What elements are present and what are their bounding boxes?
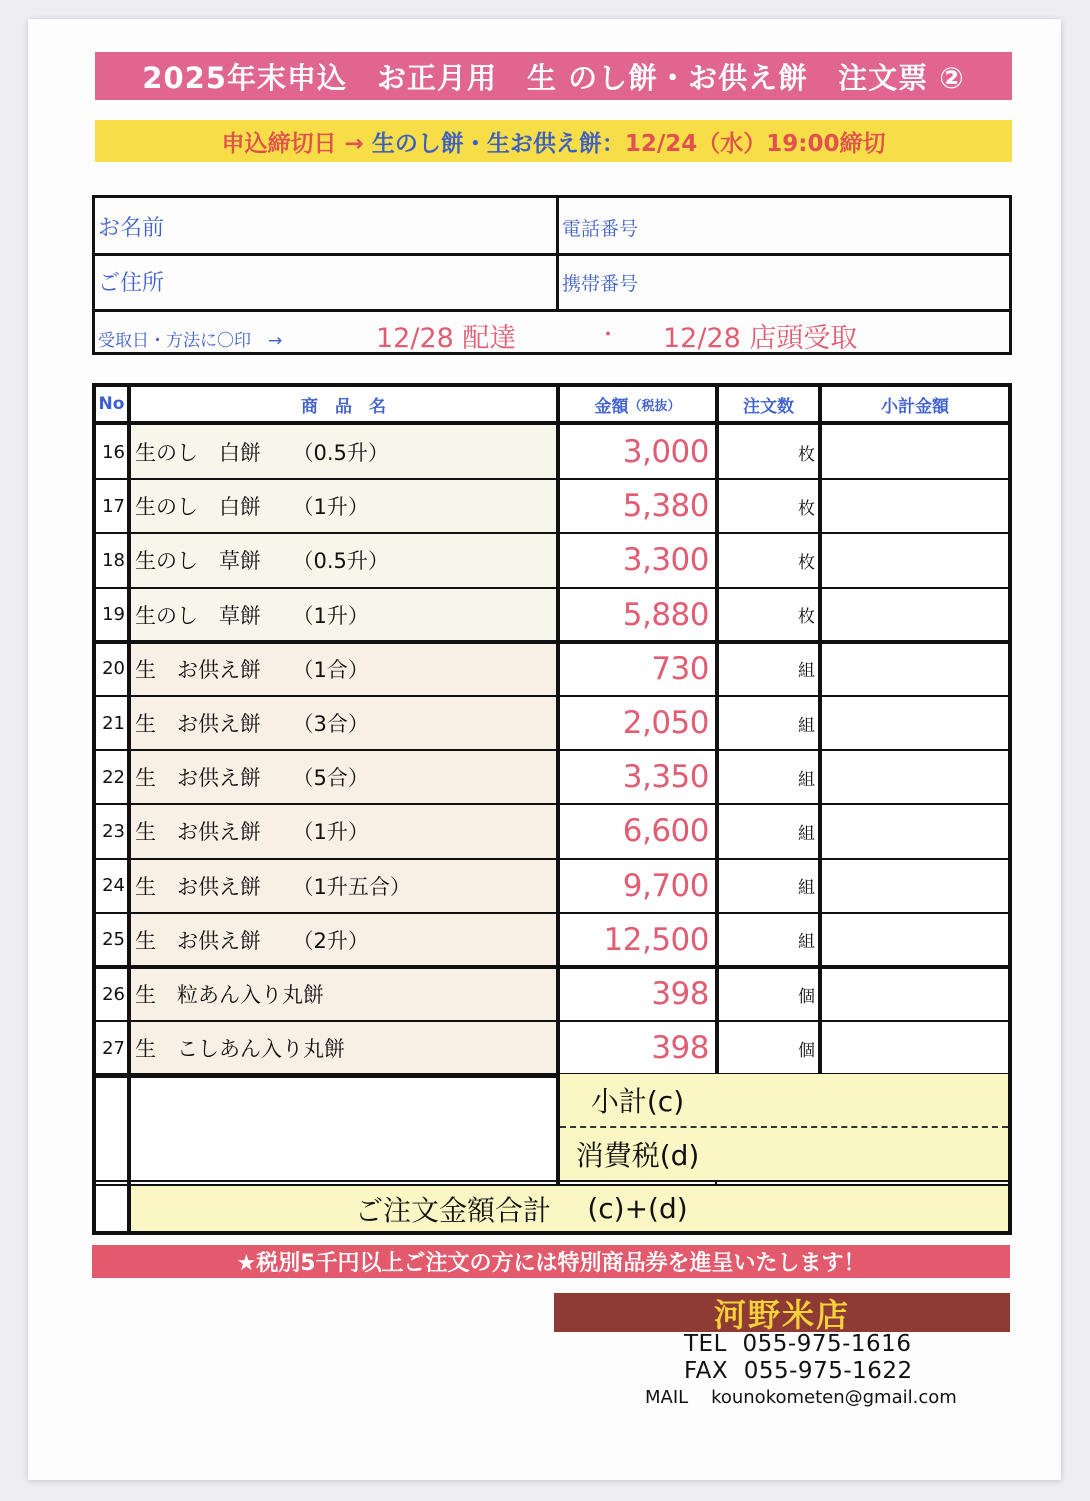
tax-value-field[interactable]: [717, 1128, 1008, 1180]
item-no: 16: [102, 441, 125, 463]
item-subtotal-field[interactable]: [822, 859, 1008, 913]
item-subtotal-field[interactable]: [822, 967, 1008, 1021]
quantity-unit: 枚: [798, 444, 815, 465]
option-delivery[interactable]: 12/28 配達: [376, 323, 517, 354]
item-price: 398: [651, 1030, 709, 1067]
customer-divider: [556, 198, 559, 309]
column-header-subtotal: 小計金額: [881, 396, 949, 417]
item-price: 3,300: [622, 542, 709, 579]
quantity-unit: 個: [798, 986, 815, 1007]
summary-no-line: [127, 1073, 129, 1231]
item-no: 25: [102, 929, 125, 951]
quantity-unit: 組: [798, 661, 815, 682]
item-no: 19: [102, 604, 125, 626]
row-divider: [96, 478, 1008, 480]
item-no: 23: [102, 820, 125, 842]
row-divider: [96, 695, 1008, 697]
column-header-quantity: 注文数: [743, 396, 794, 417]
item-name: 生 粒あん入り丸餅: [135, 983, 324, 1008]
customer-row-name: [95, 198, 1009, 256]
deadline-date: 12/24（水）19:00締切: [624, 130, 886, 157]
price-header-label: 金額: [594, 396, 629, 417]
item-no: 20: [102, 658, 125, 680]
quantity-unit: 組: [798, 823, 815, 844]
item-no: 18: [102, 549, 125, 571]
item-subtotal-field[interactable]: [822, 1021, 1008, 1075]
item-price: 2,050: [622, 705, 709, 742]
quantity-unit: 組: [798, 932, 815, 953]
shop-tel: TEL 055-975-1616: [684, 1331, 912, 1357]
col-line-price: [715, 387, 719, 1073]
option-separator: ・: [597, 323, 620, 348]
column-header-product: 商 品 名: [301, 396, 386, 417]
item-no: 17: [102, 495, 125, 517]
total-label: ご注文金額合計: [354, 1193, 551, 1227]
item-price: 3,000: [622, 434, 709, 471]
item-name: 生のし 草餅 （0.5升）: [135, 549, 389, 574]
price-header-note: （税抜）: [628, 398, 681, 414]
item-subtotal-field[interactable]: [822, 696, 1008, 750]
item-name: 生 お供え餅 （1合）: [135, 657, 369, 682]
row-divider: [96, 858, 1008, 860]
item-subtotal-field[interactable]: [822, 913, 1008, 967]
item-name: 生のし 草餅 （1升）: [135, 603, 369, 628]
quantity-unit: 組: [798, 769, 815, 790]
item-subtotal-field[interactable]: [822, 804, 1008, 858]
pickup-method-label: 受取日・方法に〇印 →: [98, 331, 283, 351]
deadline-items: 生のし餅・生お供え餅：: [371, 130, 625, 157]
total-value-field[interactable]: [717, 1186, 1008, 1231]
special-offer-notice: ★税別5千円以上ご注文の方には特別商品券を進呈いたします！: [92, 1245, 1010, 1278]
quantity-unit: 枚: [798, 498, 815, 519]
deadline-banner: [95, 120, 1012, 162]
item-name: 生 お供え餅 （5合）: [135, 766, 369, 791]
total-formula: (c)+(d): [587, 1192, 688, 1225]
mobile-label: 携帯番号: [562, 273, 639, 295]
item-no: 24: [102, 875, 125, 897]
item-name: 生 お供え餅 （1升五合）: [135, 874, 411, 899]
shop-name-banner: 河野米店: [554, 1293, 1010, 1332]
column-header-no: No: [98, 394, 125, 414]
item-subtotal-field[interactable]: [822, 425, 1008, 479]
item-price: 5,380: [622, 488, 709, 525]
subtotal-value-field[interactable]: [717, 1074, 1008, 1126]
item-price: 9,700: [622, 867, 709, 904]
item-no: 27: [102, 1037, 125, 1059]
row-divider: [96, 965, 1008, 969]
order-table: [92, 383, 1012, 1235]
quantity-unit: 組: [798, 878, 815, 899]
col-line-qty: [818, 387, 822, 1073]
item-name: 生 こしあん入り丸餅: [135, 1037, 345, 1062]
column-header-price: [560, 387, 715, 421]
quantity-unit: 個: [798, 1040, 815, 1061]
shop-email[interactable]: MAIL kounokometen@gmail.com: [645, 1387, 957, 1408]
customer-row-address: [95, 253, 1009, 312]
tax-label: 消費税(d): [575, 1139, 700, 1172]
row-divider: [96, 803, 1008, 805]
item-subtotal-field[interactable]: [822, 588, 1008, 642]
address-label: ご住所: [98, 271, 165, 296]
item-price: 398: [651, 976, 709, 1013]
phone-label: 電話番号: [562, 218, 639, 240]
customer-info-box: [92, 195, 1012, 355]
quantity-unit: 枚: [798, 552, 815, 573]
item-no: 26: [102, 983, 125, 1005]
item-subtotal-field[interactable]: [822, 750, 1008, 804]
row-divider: [96, 749, 1008, 751]
item-name: 生 お供え餅 （3合）: [135, 712, 369, 737]
row-divider: [96, 912, 1008, 914]
name-label: お名前: [98, 216, 165, 241]
item-price: 5,880: [622, 596, 709, 633]
item-no: 21: [102, 712, 125, 734]
item-price: 6,600: [622, 813, 709, 850]
item-name: 生 お供え餅 （1升）: [135, 820, 369, 845]
row-divider: [96, 1020, 1008, 1022]
row-divider: [96, 532, 1008, 534]
item-subtotal-field[interactable]: [822, 533, 1008, 587]
item-name: 生 お供え餅 （2升）: [135, 928, 369, 953]
item-subtotal-field[interactable]: [822, 642, 1008, 696]
deadline-label: 申込締切日 →: [221, 130, 372, 157]
double-line-top: [96, 1180, 1008, 1182]
shop-fax: FAX 055-975-1622: [684, 1358, 913, 1384]
quantity-unit: 枚: [798, 607, 815, 628]
page-title: 2025年末申込 お正月用 生 のし餅・お供え餅 注文票 ②: [95, 52, 1012, 100]
item-name: 生のし 白餅 （1升）: [135, 495, 369, 520]
subtotal-label: 小計(c): [590, 1085, 685, 1118]
item-subtotal-field[interactable]: [822, 479, 1008, 533]
item-price: 3,350: [622, 759, 709, 796]
quantity-unit: 組: [798, 715, 815, 736]
row-divider: [96, 587, 1008, 589]
row-divider: [96, 640, 1008, 644]
item-price: 730: [651, 650, 709, 687]
option-store-pickup[interactable]: 12/28 店頭受取: [663, 323, 858, 354]
item-price: 12,500: [603, 921, 709, 958]
item-no: 22: [102, 766, 125, 788]
item-name: 生のし 白餅 （0.5升）: [135, 441, 389, 466]
